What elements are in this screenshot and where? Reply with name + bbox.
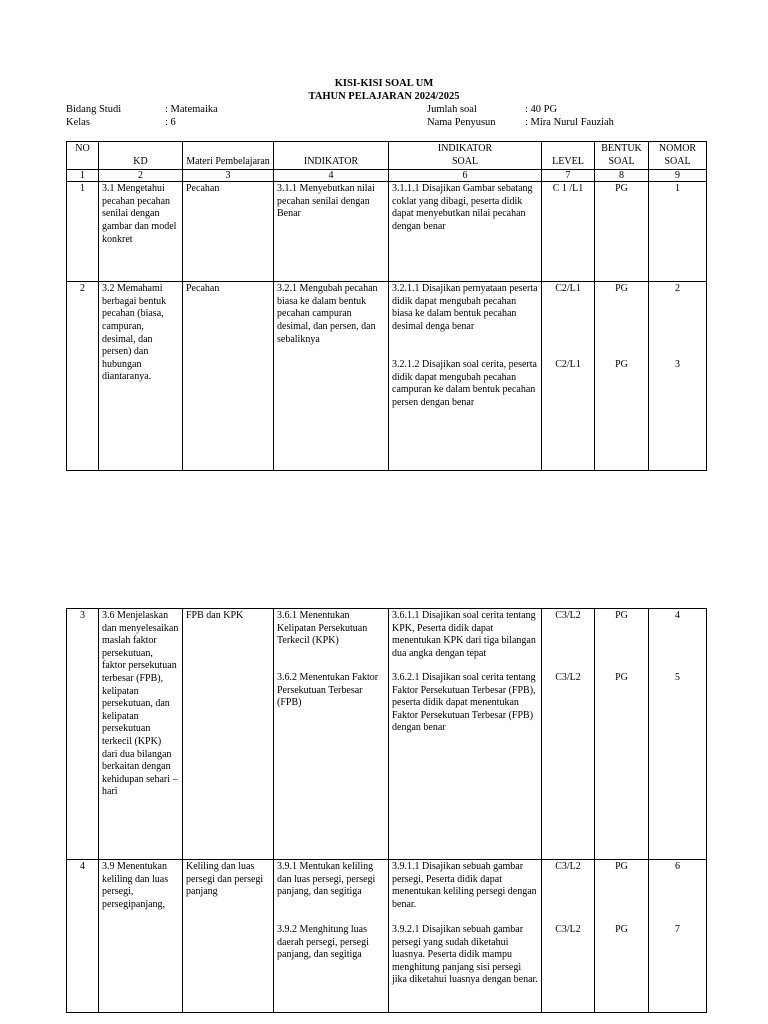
level-item: C3/L2 (555, 924, 581, 935)
col-kd: KD (99, 142, 183, 170)
colnum: 8 (595, 170, 649, 182)
soal-item: 3.6.2.1 Disajikan soal cerita tentang Faktor Persekutuan Terbesar (FPB), peserta didik dapat menentukan Faktor Persekutuan Terbesar (FPB) dengan benar (392, 672, 536, 734)
col-no: NO (67, 142, 99, 170)
row-nomor (649, 609, 707, 860)
column-number-row (67, 170, 707, 182)
level-item: C3/L2 (555, 861, 581, 872)
colnum: 1 (67, 170, 99, 182)
indikator-item: 3.9.1 Mentukan keliling dan luas persegi, persegi panjang, dan segitiga (277, 861, 376, 898)
row-kd: 3.6 Menjelaskan dan menyelesaikan maslah faktor persekutuan, faktor persekutuan terbesar (FPB), kelipatan persekutuan, dan kelipatan persekutuan terkecil (KPK) dari dua bilangan berkaitan dengan kehidupan sehari –hari (99, 609, 183, 860)
table-row (67, 860, 707, 1013)
nomor-item: 7 (675, 924, 680, 935)
info-class-label: Kelas (66, 117, 90, 128)
header-row (67, 142, 707, 170)
row-no: 1 (67, 182, 99, 282)
soal-item: 3.9.2.1 Disajikan sebuah gambar persegi yang sudah diketahui luasnya. Peserta didik mampu menghitung panjang sisi persegi jika diketahui luasnya dengan benar. (392, 924, 538, 986)
info-author-value: : Mira Nurul Fauziah (525, 117, 614, 128)
table-row (67, 182, 707, 282)
row-nomor: 1 (649, 182, 707, 282)
info-count-label: Jumlah soal (427, 104, 477, 115)
col-level: LEVEL (542, 142, 595, 170)
bentuk-item: PG (615, 283, 628, 295)
level-item: C3/L2 (555, 672, 581, 683)
nomor-item: 6 (675, 861, 680, 872)
row-indikator: 3.1.1 Menyebutkan nilai pecahan senilai dengan Benar (274, 182, 389, 282)
info-subject-value: : Matemaika (165, 104, 218, 115)
info-count-value: : 40 PG (525, 104, 558, 115)
row-materi: Pecahan (183, 182, 274, 282)
row-level (542, 609, 595, 860)
row-level (542, 860, 595, 1013)
table-row (67, 609, 707, 860)
level-item: C2/L1 (555, 283, 581, 295)
table-row (67, 282, 707, 471)
row-indikator-soal: 3.1.1.1 Disajikan Gambar sebatang coklat yang dibagi, peserta didik dapat menyebutkan nilai pecahan dengan benar (389, 182, 542, 282)
col-indikator-soal-l2: SOAL (451, 155, 479, 167)
row-kd: 3.9 Menentukan keliling dan luas persegi, persegipanjang, (99, 860, 183, 1013)
row-nomor (649, 282, 707, 471)
col-nomor (649, 142, 707, 170)
col-nomor-l2: SOAL (664, 155, 691, 167)
col-indikator-soal-l1: INDIKATOR (437, 143, 493, 154)
row-indikator (274, 609, 389, 860)
row-materi: FPB dan KPK (183, 609, 274, 860)
info-class-value: : 6 (165, 117, 176, 128)
doc-subtitle: TAHUN PELAJARAN 2024/2025 (308, 91, 460, 102)
colnum: 7 (542, 170, 595, 182)
col-nomor-l1: NOMOR (658, 143, 697, 154)
colnum: 4 (274, 170, 389, 182)
soal-item: 3.2.1.2 Disajikan soal cerita, peserta didik dapat mengubah pecahan campuran ke dalam bentuk pecahan persen dengan benar (392, 359, 537, 408)
info-author-label: Nama Penyusun (427, 117, 496, 128)
row-no: 4 (67, 860, 99, 1013)
row-bentuk: PG (595, 182, 649, 282)
row-no: 3 (67, 609, 99, 860)
row-indikator-soal (389, 282, 542, 471)
grid-table-page2 (66, 608, 707, 1013)
bentuk-item: PG (615, 924, 628, 935)
colnum: 9 (649, 170, 707, 182)
col-indikator-soal (389, 142, 542, 170)
row-kd: 3.2 Memahami berbagai bentuk pecahan (biasa, campuran, desimal, dan persen) dan hubungan diantaranya. (99, 282, 183, 471)
nomor-item: 3 (675, 359, 680, 371)
row-level: C 1 /L1 (542, 182, 595, 282)
nomor-item: 2 (675, 283, 680, 295)
soal-item: 3.6.1.1 Disajikan soal cerita tentang KPK, Peserta didik dapat menentukan KPK dari tiga bilangan dua angka dengan tepat (392, 610, 536, 659)
row-bentuk (595, 282, 649, 471)
colnum: 2 (99, 170, 183, 182)
bentuk-item: PG (615, 610, 628, 621)
col-materi: Materi Pembelajaran (183, 142, 274, 170)
level-item: C2/L1 (555, 359, 581, 371)
nomor-item: 5 (675, 672, 680, 683)
col-bentuk-l1: BENTUK (601, 143, 642, 154)
colnum: 6 (389, 170, 542, 182)
row-kd: 3.1 Mengetahui pecahan pecahan senilai dengan gambar dan model konkret (99, 182, 183, 282)
colnum: 3 (183, 170, 274, 182)
col-indikator: INDIKATOR (274, 142, 389, 170)
col-bentuk-l2: SOAL (608, 155, 635, 167)
bentuk-item: PG (615, 861, 628, 872)
row-indikator (274, 860, 389, 1013)
row-no: 2 (67, 282, 99, 471)
row-nomor (649, 860, 707, 1013)
grid-table-page1 (66, 141, 707, 471)
indikator-item: 3.6.1 Menentukan Kelipatan Persekutuan Terkecil (KPK) (277, 610, 368, 647)
row-bentuk (595, 860, 649, 1013)
indikator-item: 3.6.2 Menentukan Faktor Persekutuan Terbesar (FPB) (277, 672, 379, 709)
col-bentuk (595, 142, 649, 170)
doc-title: KISI-KISI SOAL UM (334, 78, 434, 89)
nomor-item: 4 (675, 610, 680, 621)
row-indikator: 3.2.1 Mengubah pecahan biasa ke dalam bentuk pecahan campuran desimal, dan persen, dan sebaliknya (274, 282, 389, 471)
soal-item: 3.2.1.1 Disajikan pernyataan peserta didik dapat mengubah pecahan biasa ke dalam bentuk pecahan desimal denga benar (392, 283, 538, 332)
row-materi: Pecahan (183, 282, 274, 471)
level-item: C3/L2 (555, 610, 581, 621)
bentuk-item: PG (615, 359, 628, 371)
row-level (542, 282, 595, 471)
indikator-item: 3.9.2 Menghitung luas daerah persegi, persegi panjang, dan segitiga (277, 924, 369, 961)
bentuk-item: PG (615, 672, 628, 683)
soal-item: 3.9.1.1 Disajikan sebuah gambar persegi, Peserta didik dapat menentukan keliling persegi dengan benar. (392, 861, 537, 910)
row-materi: Keliling dan luas persegi dan persegi panjang (183, 860, 274, 1013)
row-bentuk (595, 609, 649, 860)
info-subject-label: Bidang Studi (66, 104, 122, 115)
row-indikator-soal (389, 860, 542, 1013)
row-indikator-soal (389, 609, 542, 860)
